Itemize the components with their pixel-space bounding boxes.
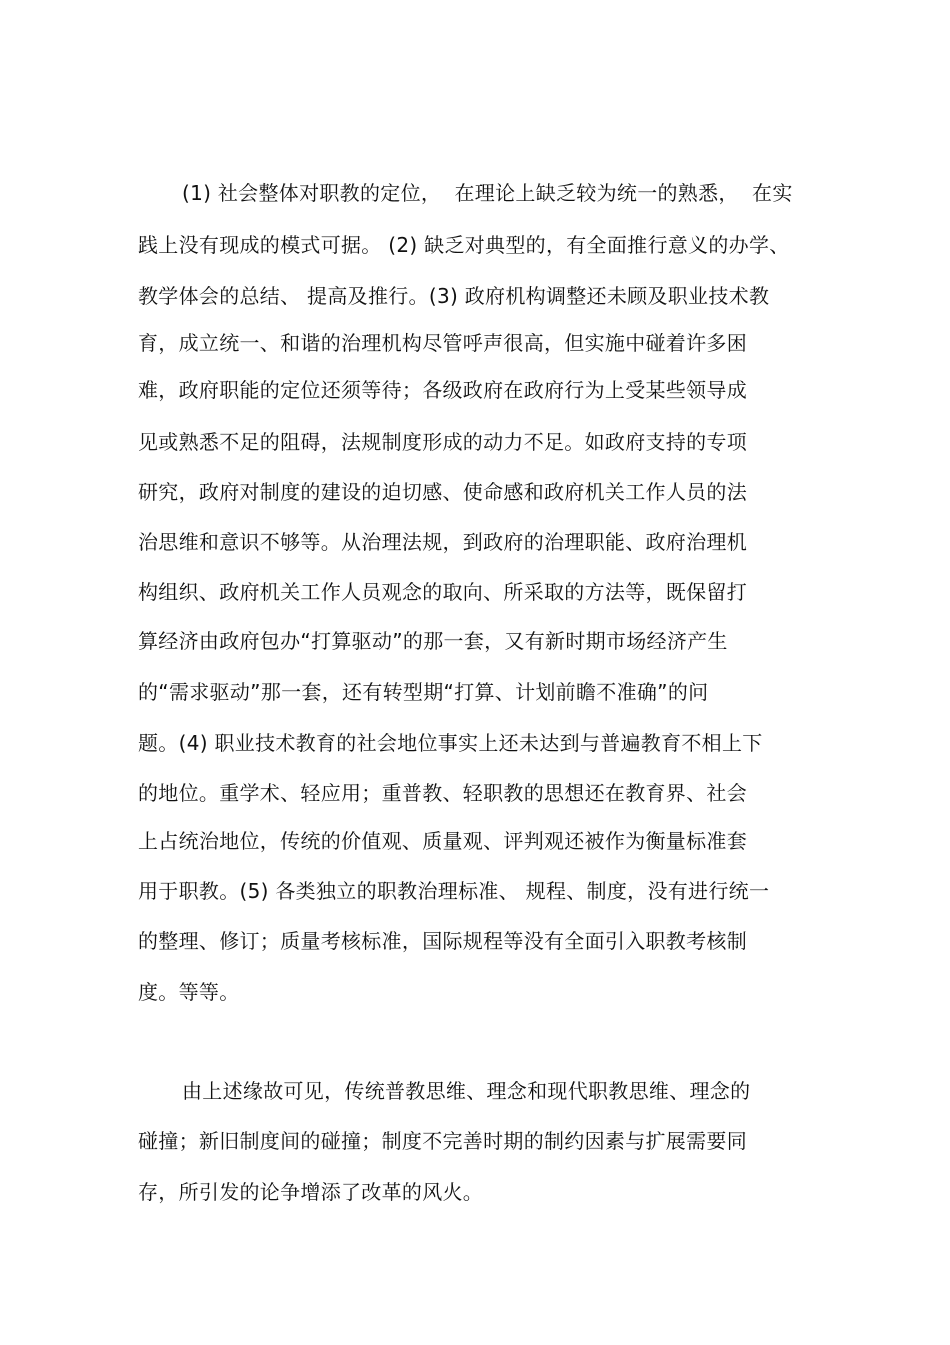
paragraph-1-line-11: 的“需求驱动”那一套，还有转型期“打算、计划前瞻不准确”的问	[138, 680, 709, 704]
paragraph-1-line-1: (1) 社会整体对职教的定位， 在理论上缺乏较为统一的熟悉， 在实	[182, 181, 793, 205]
paragraph-1-line-3: 教学体会的总结、 提高及推行。(3) 政府机构调整还未顾及职业技术教	[138, 284, 770, 308]
paragraph-1-line-9: 构组织、政府机关工作人员观念的取向、所采取的方法等，既保留打	[138, 580, 747, 604]
paragraph-1-line-10: 算经济由政府包办“打算驱动”的那一套，又有新时期市场经济产生	[138, 629, 728, 653]
paragraph-2-line-2: 碰撞；新旧制度间的碰撞；制度不完善时期的制约因素与扩展需要同	[138, 1129, 747, 1153]
paragraph-1-line-6: 见或熟悉不足的阻碍，法规制度形成的动力不足。如政府支持的专项	[138, 430, 747, 454]
paragraph-1-line-16: 的整理、修订；质量考核标准，国际规程等没有全面引入职教考核制	[138, 929, 747, 953]
paragraph-1-line-14: 上占统治地位，传统的价值观、质量观、评判观还被作为衡量标准套	[138, 829, 747, 853]
paragraph-2-line-1: 由上述缘故可见，传统普教思维、理念和现代职教思维、理念的	[182, 1079, 751, 1103]
paragraph-1-line-5: 难，政府职能的定位还须等待；各级政府在政府行为上受某些领导成	[138, 378, 747, 402]
paragraph-2-line-3: 存，所引发的论争增添了改革的风火。	[138, 1180, 484, 1204]
paragraph-1-line-8: 治思维和意识不够等。从治理法规，到政府的治理职能、政府治理机	[138, 530, 747, 554]
paragraph-1-line-4: 育，成立统一、和谐的治理机构尽管呼声很高，但实施中碰着许多困	[138, 331, 747, 355]
paragraph-1-line-13: 的地位。重学术、轻应用；重普教、轻职教的思想还在教育界、社会	[138, 781, 747, 805]
paragraph-1-line-15: 用于职教。(5) 各类独立的职教治理标准、 规程、制度，没有进行统一	[138, 879, 770, 903]
paragraph-1-line-12: 题。(4) 职业技术教育的社会地位事实上还未达到与普遍教育不相上下	[138, 731, 763, 755]
paragraph-1-line-7: 研究，政府对制度的建设的迫切感、使命感和政府机关工作人员的法	[138, 480, 747, 504]
paragraph-1-line-2: 践上没有现成的模式可据。 (2) 缺乏对典型的，有全面推行意义的办学、	[138, 233, 790, 257]
paragraph-1-line-17: 度。等等。	[138, 980, 240, 1004]
